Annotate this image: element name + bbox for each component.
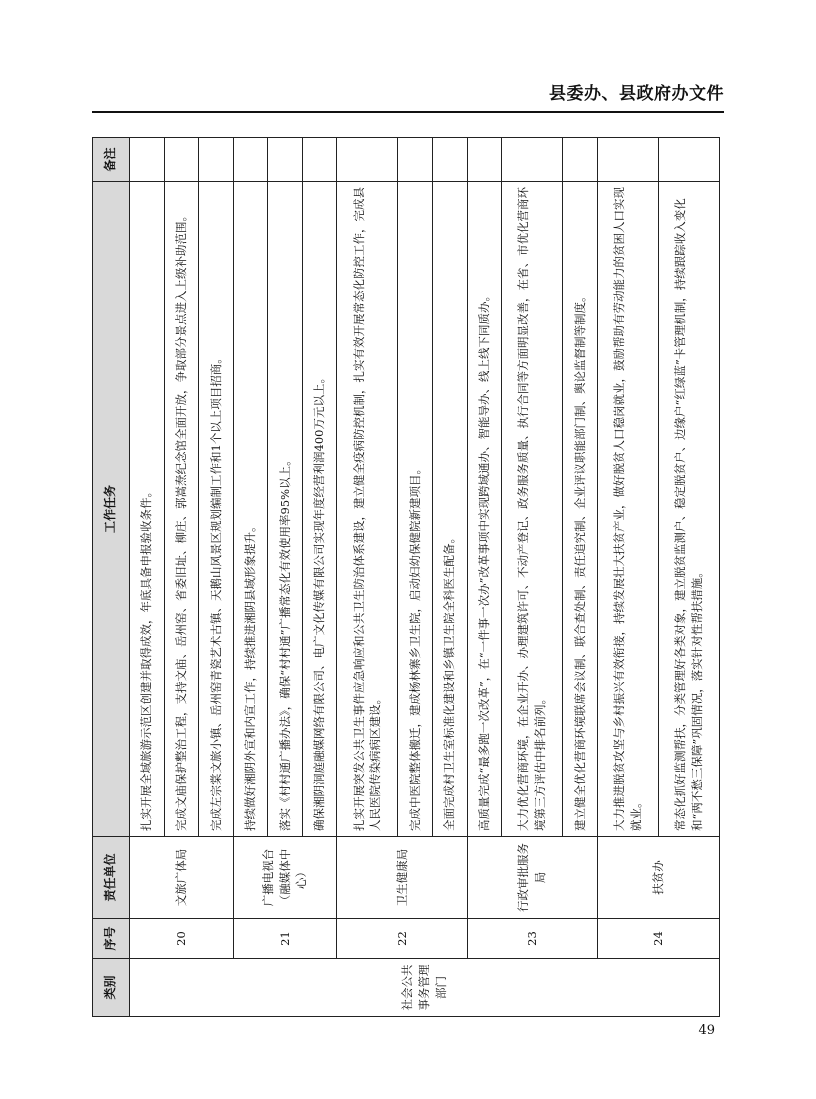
column-header-category: 类别 <box>93 959 130 1017</box>
table-row <box>597 138 658 1017</box>
task-cell: 完成文庙保护整治工程，支持文庙、岳州窑、省委旧址、柳庄、郭嵩焘纪念馆全面开放，争取部分景点进入上级补助范围。 <box>164 182 199 837</box>
unit-cell: 文旅广体局 <box>130 837 234 919</box>
seq-cell: 23 <box>467 919 597 959</box>
page-number: 49 <box>698 1023 715 1038</box>
header-divider <box>92 111 724 113</box>
table-header-row <box>93 138 130 1017</box>
note-cell <box>658 138 719 182</box>
task-cell: 完成中医院整体搬迁，建成杨林寨乡卫生院，启动妇幼保健院新建项目。 <box>398 182 433 837</box>
table-row <box>130 138 165 1017</box>
note-cell <box>502 138 563 182</box>
note-cell <box>268 138 303 182</box>
task-cell: 高质量完成“最多跑一次改革”，在“一件事一次办”改革事项中实现跨域通办、智能导办、线上线下同质办。 <box>467 182 502 837</box>
note-cell <box>563 138 598 182</box>
seq-cell: 24 <box>597 919 719 959</box>
category-label: 社会公共事务管理部门 <box>400 964 448 1011</box>
table-row <box>233 138 268 1017</box>
task-table-container <box>92 137 720 1017</box>
note-cell <box>467 138 502 182</box>
unit-cell: 扶贫办 <box>597 837 719 919</box>
task-cell: 完成左宗棠文旅小镇、岳州窑青瓷艺术古镇、天鹅山风景区规划编制工作和1个以上项目招商。 <box>199 182 234 837</box>
task-cell: 扎实开展全域旅游示范区创建并取得成效，年底具备申报验收条件。 <box>130 182 165 837</box>
table-row <box>337 138 398 1017</box>
note-cell <box>199 138 234 182</box>
note-cell <box>233 138 268 182</box>
column-header-task: 工作任务 <box>93 182 130 837</box>
note-cell <box>432 138 467 182</box>
note-cell <box>302 138 337 182</box>
note-cell <box>164 138 199 182</box>
category-cell <box>130 959 720 1017</box>
task-cell: 扎实开展突发公共卫生事件应急响应和公共卫生防治体系建设，建立健全疫病防控机制，扎实有效开展常态化防控工作，完成县人民医院传染病病区建设。 <box>337 182 398 837</box>
unit-cell: 卫生健康局 <box>337 837 467 919</box>
seq-cell: 20 <box>130 919 234 959</box>
document-header-title: 县委办、县政府办文件 <box>549 84 724 104</box>
task-cell: 落实《村村通广播办法》，确保“村村通”广播常态化有效使用率95%以上。 <box>268 182 303 837</box>
note-cell <box>130 138 165 182</box>
unit-cell: 广播电视台（融媒体中心） <box>233 837 337 919</box>
note-cell <box>597 138 658 182</box>
task-cell: 持续做好湘阴外宣和内宣工作，持续推进湘阴县域形象提升。 <box>233 182 268 837</box>
note-cell <box>337 138 398 182</box>
task-cell: 确保湘阴洞庭融媒网络有限公司、电广文化传媒有限公司实现年度经营利润400万元以上。 <box>302 182 337 837</box>
unit-cell: 行政审批服务局 <box>467 837 597 919</box>
column-header-seq: 序号 <box>93 919 130 959</box>
task-cell: 大力推进脱贫攻坚与乡村振兴有效衔接，持续发展壮大扶贫产业，做好脱贫人口稳岗就业，鼓励帮助有劳动能力的贫困人口实现就业。 <box>597 182 658 837</box>
task-cell: 大力优化营商环境，在企业开办、办理建筑许可、不动产登记、政务服务质量、执行合同等方面明显改善，在省、市优化营商环境第三方评估中排名前列。 <box>502 182 563 837</box>
seq-cell: 22 <box>337 919 467 959</box>
task-cell: 建立健全优化营商环境联席会议制、联合查处制、责任追究制、企业评议职能部门制、舆论监督制等制度。 <box>563 182 598 837</box>
note-cell <box>398 138 433 182</box>
column-header-unit: 责任单位 <box>93 837 130 919</box>
task-table <box>92 137 720 1017</box>
task-cell: 全面完成村卫生室标准化建设和乡镇卫生院全科医生配备。 <box>432 182 467 837</box>
column-header-note: 备注 <box>93 138 130 182</box>
task-cell: 常态化抓好监测帮扶，分类管理好各类对象，建立脱贫监测户、稳定脱贫户、边缘户“红绿蓝”卡管理机制，持续跟踪收入变化和“两不愁三保障”巩固情况，落实针对性帮扶措施。 <box>658 182 719 837</box>
table-row <box>467 138 502 1017</box>
seq-cell: 21 <box>233 919 337 959</box>
